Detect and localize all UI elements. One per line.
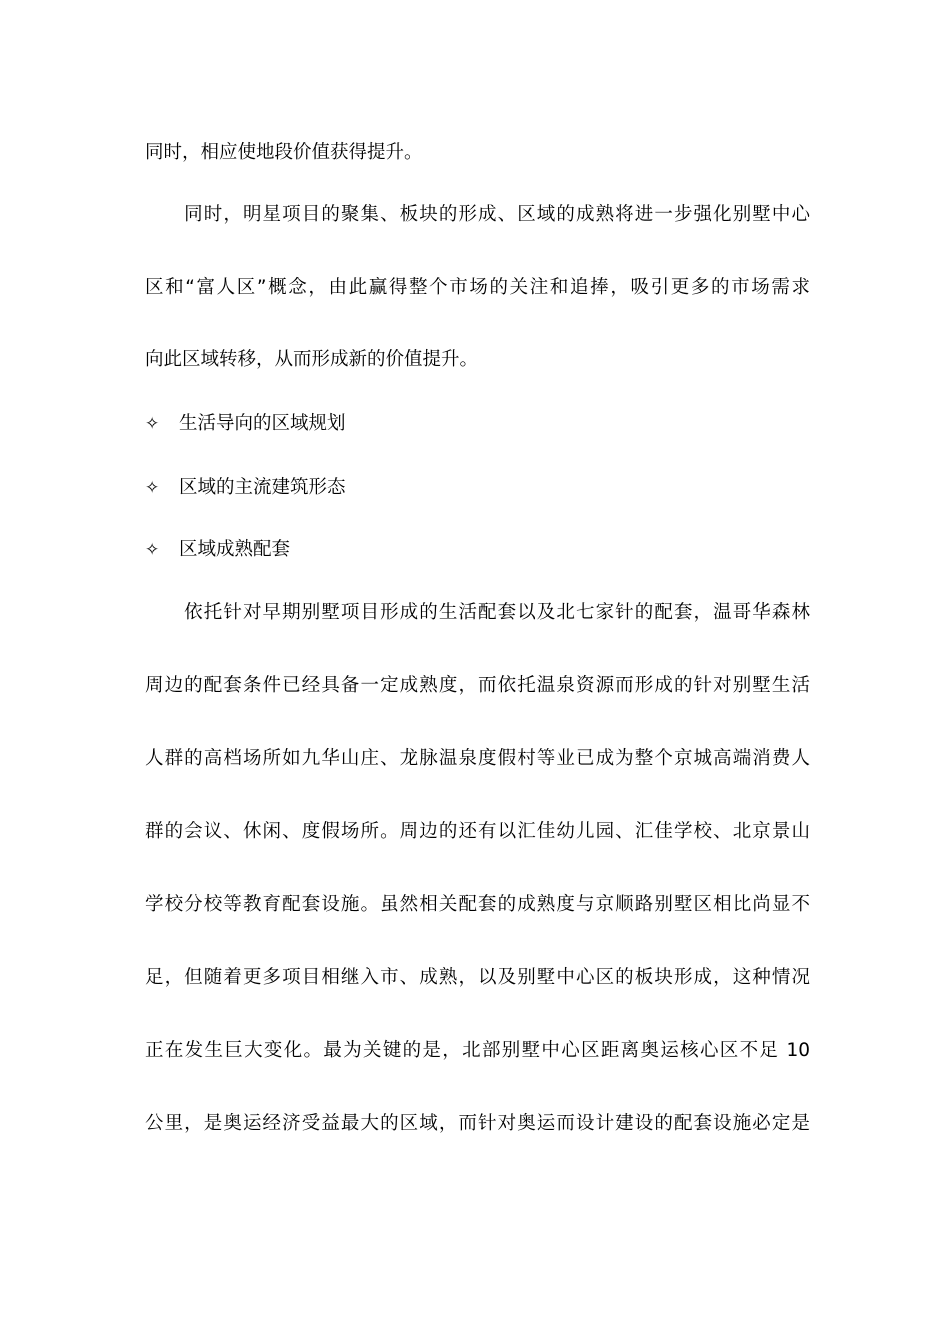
text-line: 区和“富人区”概念，由此赢得整个市场的关注和追捧，吸引更多的市场需求 bbox=[145, 277, 810, 298]
text-line: 足，但随着更多项目相继入市、成熟，以及别墅中心区的板块形成，这种情况 bbox=[145, 967, 810, 988]
bullet-item bbox=[145, 538, 290, 562]
text-line: 学校分校等教育配套设施。虽然相关配套的成熟度与京顺路别墅区相比尚显不 bbox=[145, 894, 810, 915]
text-line: 同时，明星项目的聚集、板块的形成、区域的成熟将进一步强化别墅中心 bbox=[145, 204, 810, 225]
bullet-text: 生活导向的区域规划 bbox=[179, 413, 346, 434]
text-line: 周边的配套条件已经具备一定成熟度，而依托温泉资源而形成的针对别墅生活 bbox=[145, 675, 810, 696]
bullet-text: 区域的主流建筑形态 bbox=[179, 477, 346, 498]
text-line: 依托针对早期别墅项目形成的生活配套以及北七家针的配套，温哥华森林 bbox=[145, 602, 810, 623]
text-line: 群的会议、休闲、度假场所。周边的还有以汇佳幼儿园、汇佳学校、北京景山 bbox=[145, 821, 810, 842]
text-line: 人群的高档场所如九华山庄、龙脉温泉度假村等业已成为整个京城高端消费人 bbox=[145, 748, 810, 769]
bullet-item bbox=[145, 412, 346, 436]
diamond-star-icon: ✧ bbox=[145, 478, 160, 498]
bullet-item bbox=[145, 476, 346, 500]
diamond-star-icon: ✧ bbox=[145, 414, 160, 434]
diamond-star-icon: ✧ bbox=[145, 540, 160, 560]
text-line: 向此区域转移，从而形成新的价值提升。 bbox=[145, 349, 479, 370]
text-line: 同时，相应使地段价值获得提升。 bbox=[145, 142, 423, 163]
text-line: 公里，是奥运经济受益最大的区域，而针对奥运而设计建设的配套设施必定是 bbox=[145, 1113, 810, 1134]
text-line: 正在发生巨大变化。最为关键的是，北部别墅中心区距离奥运核心区不足 10 bbox=[145, 1040, 810, 1061]
bullet-text: 区域成熟配套 bbox=[179, 539, 291, 560]
